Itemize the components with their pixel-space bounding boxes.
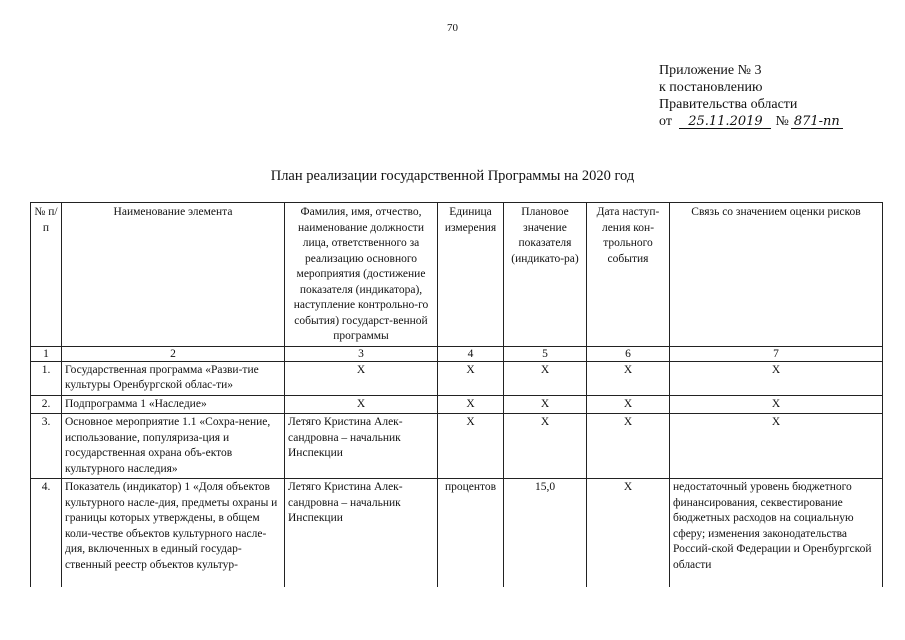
- from-label: от: [659, 114, 672, 129]
- element-name: Подпрограмма 1 «Наследие»: [62, 395, 285, 414]
- header-row: [31, 203, 883, 347]
- appendix-line-1: Приложение № 3: [659, 63, 762, 78]
- element-name: Государственная программа «Разви-тие культуры Оренбургской облас-ти»: [62, 361, 285, 395]
- responsible-cell: Летяго Кристина Алек-сандровна – начальник Инспекции: [285, 479, 438, 588]
- appendix-block: [659, 62, 843, 130]
- control-date-cell: X: [587, 395, 670, 414]
- column-number: 6: [587, 346, 670, 361]
- unit-cell: процентов: [438, 479, 504, 588]
- unit-cell: X: [438, 361, 504, 395]
- column-number-row: [31, 346, 883, 361]
- responsible-cell: X: [285, 395, 438, 414]
- document-title: План реализации государственной Программы на 2020 год: [270, 168, 635, 184]
- unit-cell: X: [438, 414, 504, 479]
- control-date-cell: X: [587, 361, 670, 395]
- column-number: 7: [670, 346, 883, 361]
- header-cell: № п/п: [31, 203, 62, 347]
- header-cell: Плановое значение показателя (индикато-ра): [504, 203, 587, 347]
- header-cell: Дата наступ-ления кон-трольного события: [587, 203, 670, 347]
- appendix-line-2: к постановлению: [659, 80, 763, 95]
- header-cell: Единица измерения: [438, 203, 504, 347]
- element-name: Основное мероприятие 1.1 «Сохра-нение, использование, популяриза-ция и государственная охрана объ-ектов культурного наследия»: [62, 414, 285, 479]
- column-number: 5: [504, 346, 587, 361]
- row-number: 3.: [31, 414, 62, 479]
- plan-table: [30, 202, 883, 587]
- planned-value-cell: X: [504, 395, 587, 414]
- table-row: [31, 479, 883, 588]
- risk-cell: X: [670, 361, 883, 395]
- control-date-cell: X: [587, 414, 670, 479]
- risk-cell: X: [670, 395, 883, 414]
- appendix-date-line: [659, 113, 843, 130]
- page-number: 70: [447, 22, 458, 34]
- control-date-cell: X: [587, 479, 670, 588]
- row-number: 4.: [31, 479, 62, 588]
- appendix-line-3: Правительства области: [659, 97, 798, 112]
- planned-value-cell: X: [504, 414, 587, 479]
- row-number: 1.: [31, 361, 62, 395]
- header-cell: Наименование элемента: [62, 203, 285, 347]
- responsible-cell: Летяго Кристина Алек-сандровна – начальник Инспекции: [285, 414, 438, 479]
- table-row: [31, 414, 883, 479]
- risk-cell: недостаточный уровень бюджетного финансирования, секвестирование бюджетных расходов на социальную сферу; изменения законодательства Россий-ской Федерации и Оренбургской области: [670, 479, 883, 588]
- header-cell: Связь со значением оценки рисков: [670, 203, 883, 347]
- element-name: Показатель (индикатор) 1 «Доля объектов культурного насле-дия, предметы охраны и границы которых утверждены, в общем коли-честве объектов культурного насле-дия, включенных в единый государ-ственный реестр объектов культур-: [62, 479, 285, 588]
- column-number: 2: [62, 346, 285, 361]
- planned-value-cell: 15,0: [504, 479, 587, 588]
- unit-cell: X: [438, 395, 504, 414]
- handwritten-date: 25.11.2019: [679, 115, 771, 129]
- table-row: [31, 395, 883, 414]
- column-number: 1: [31, 346, 62, 361]
- column-number: 3: [285, 346, 438, 361]
- column-number: 4: [438, 346, 504, 361]
- handwritten-number: 871-пп: [791, 115, 843, 129]
- header-cell: Фамилия, имя, отчество, наименование должности лица, ответственного за реализацию основного мероприятия (достижение показателя (индикатора), наступление контрольно-го события) государст-венной программы: [285, 203, 438, 347]
- number-label: №: [775, 114, 789, 129]
- planned-value-cell: X: [504, 361, 587, 395]
- table-row: [31, 361, 883, 395]
- risk-cell: X: [670, 414, 883, 479]
- row-number: 2.: [31, 395, 62, 414]
- responsible-cell: X: [285, 361, 438, 395]
